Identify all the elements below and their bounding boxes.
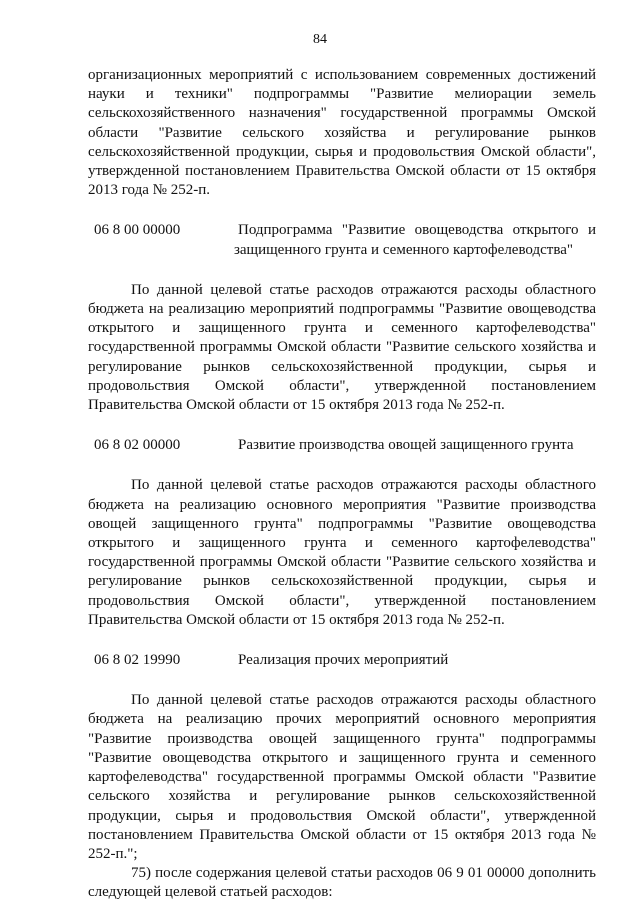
budget-entry-06800000 [88, 221, 596, 259]
budget-code: 06 8 02 00000 [94, 437, 181, 454]
budget-entry-title: Развитие производства овощей защищенного грунта [238, 437, 574, 454]
budget-entry-title [233, 221, 596, 259]
budget-entry-title-line: защищенного грунта и семенного картофелеводства" [233, 241, 574, 258]
budget-entry-06802000 [88, 436, 596, 455]
intro-paragraph: организационных мероприятий с использованием современных достижений науки и техники" подпрограммы "Развитие мелиорации земель сельскохозяйственного назначения" государственной программы Омской области "Развитие сельского хозяйства и регулирование рынков сельскохозяйственной продукции, сырья и продовольствия Омской области", утвержденной постановлением Правительства Омской области от 15 октября 2013 года № 252-п. [88, 67, 596, 199]
budget-entry-title-line: Подпрограмма "Развитие овощеводства открытого и [238, 222, 596, 239]
amendment-paragraph: 75) после содержания целевой статьи расходов 06 9 01 00000 дополнить следующей целевой статьей расходов: [88, 865, 596, 901]
budget-entry-06802199 [88, 651, 596, 670]
budget-entry-title: Реализация прочих мероприятий [238, 652, 449, 669]
budget-code: 06 8 00 00000 [94, 222, 181, 239]
description-paragraph: По данной целевой статье расходов отражаются расходы областного бюджета на реализацию основного мероприятия "Развитие производства овощей защищенного грунта" подпрограммы "Развитие овощеводства открытого и защищенного грунта и семенного картофелеводства" государственной программы Омской области "Развитие сельского хозяйства и регулирование рынков сельскохозяйственной продукции, сырья и продовольствия Омской области", утвержденной постановлением Правительства Омской области от 15 октября 2013 года № 252-п. [88, 477, 596, 628]
document-body [88, 66, 596, 903]
page-number: 84 [313, 32, 327, 47]
description-paragraph: По данной целевой статье расходов отражаются расходы областного бюджета на реализацию прочих мероприятий основного мероприятия "Развитие производства овощей защищенного грунта" подпрограммы "Развитие овощеводства открытого и защищенного грунта и семенного картофелеводства" государственной программы Омской области "Развитие сельского хозяйства и регулирование рынков сельскохозяйственной продукции, сырья и продовольствия Омской области", утвержденной постановлением Правительства Омской области от 15 октября 2013 года № 252-п."; [88, 692, 596, 862]
budget-code: 06 8 02 19990 [94, 652, 181, 669]
description-paragraph: По данной целевой статье расходов отражаются расходы областного бюджета на реализацию мероприятий подпрограммы "Развитие овощеводства открытого и защищенного грунта и семенного картофелеводства" государственной программы Омской области "Развитие сельского хозяйства и регулирование рынков сельскохозяйственной продукции, сырья и продовольствия Омской области", утвержденной постановлением Правительства Омской области от 15 октября 2013 года № 252-п. [88, 281, 596, 414]
